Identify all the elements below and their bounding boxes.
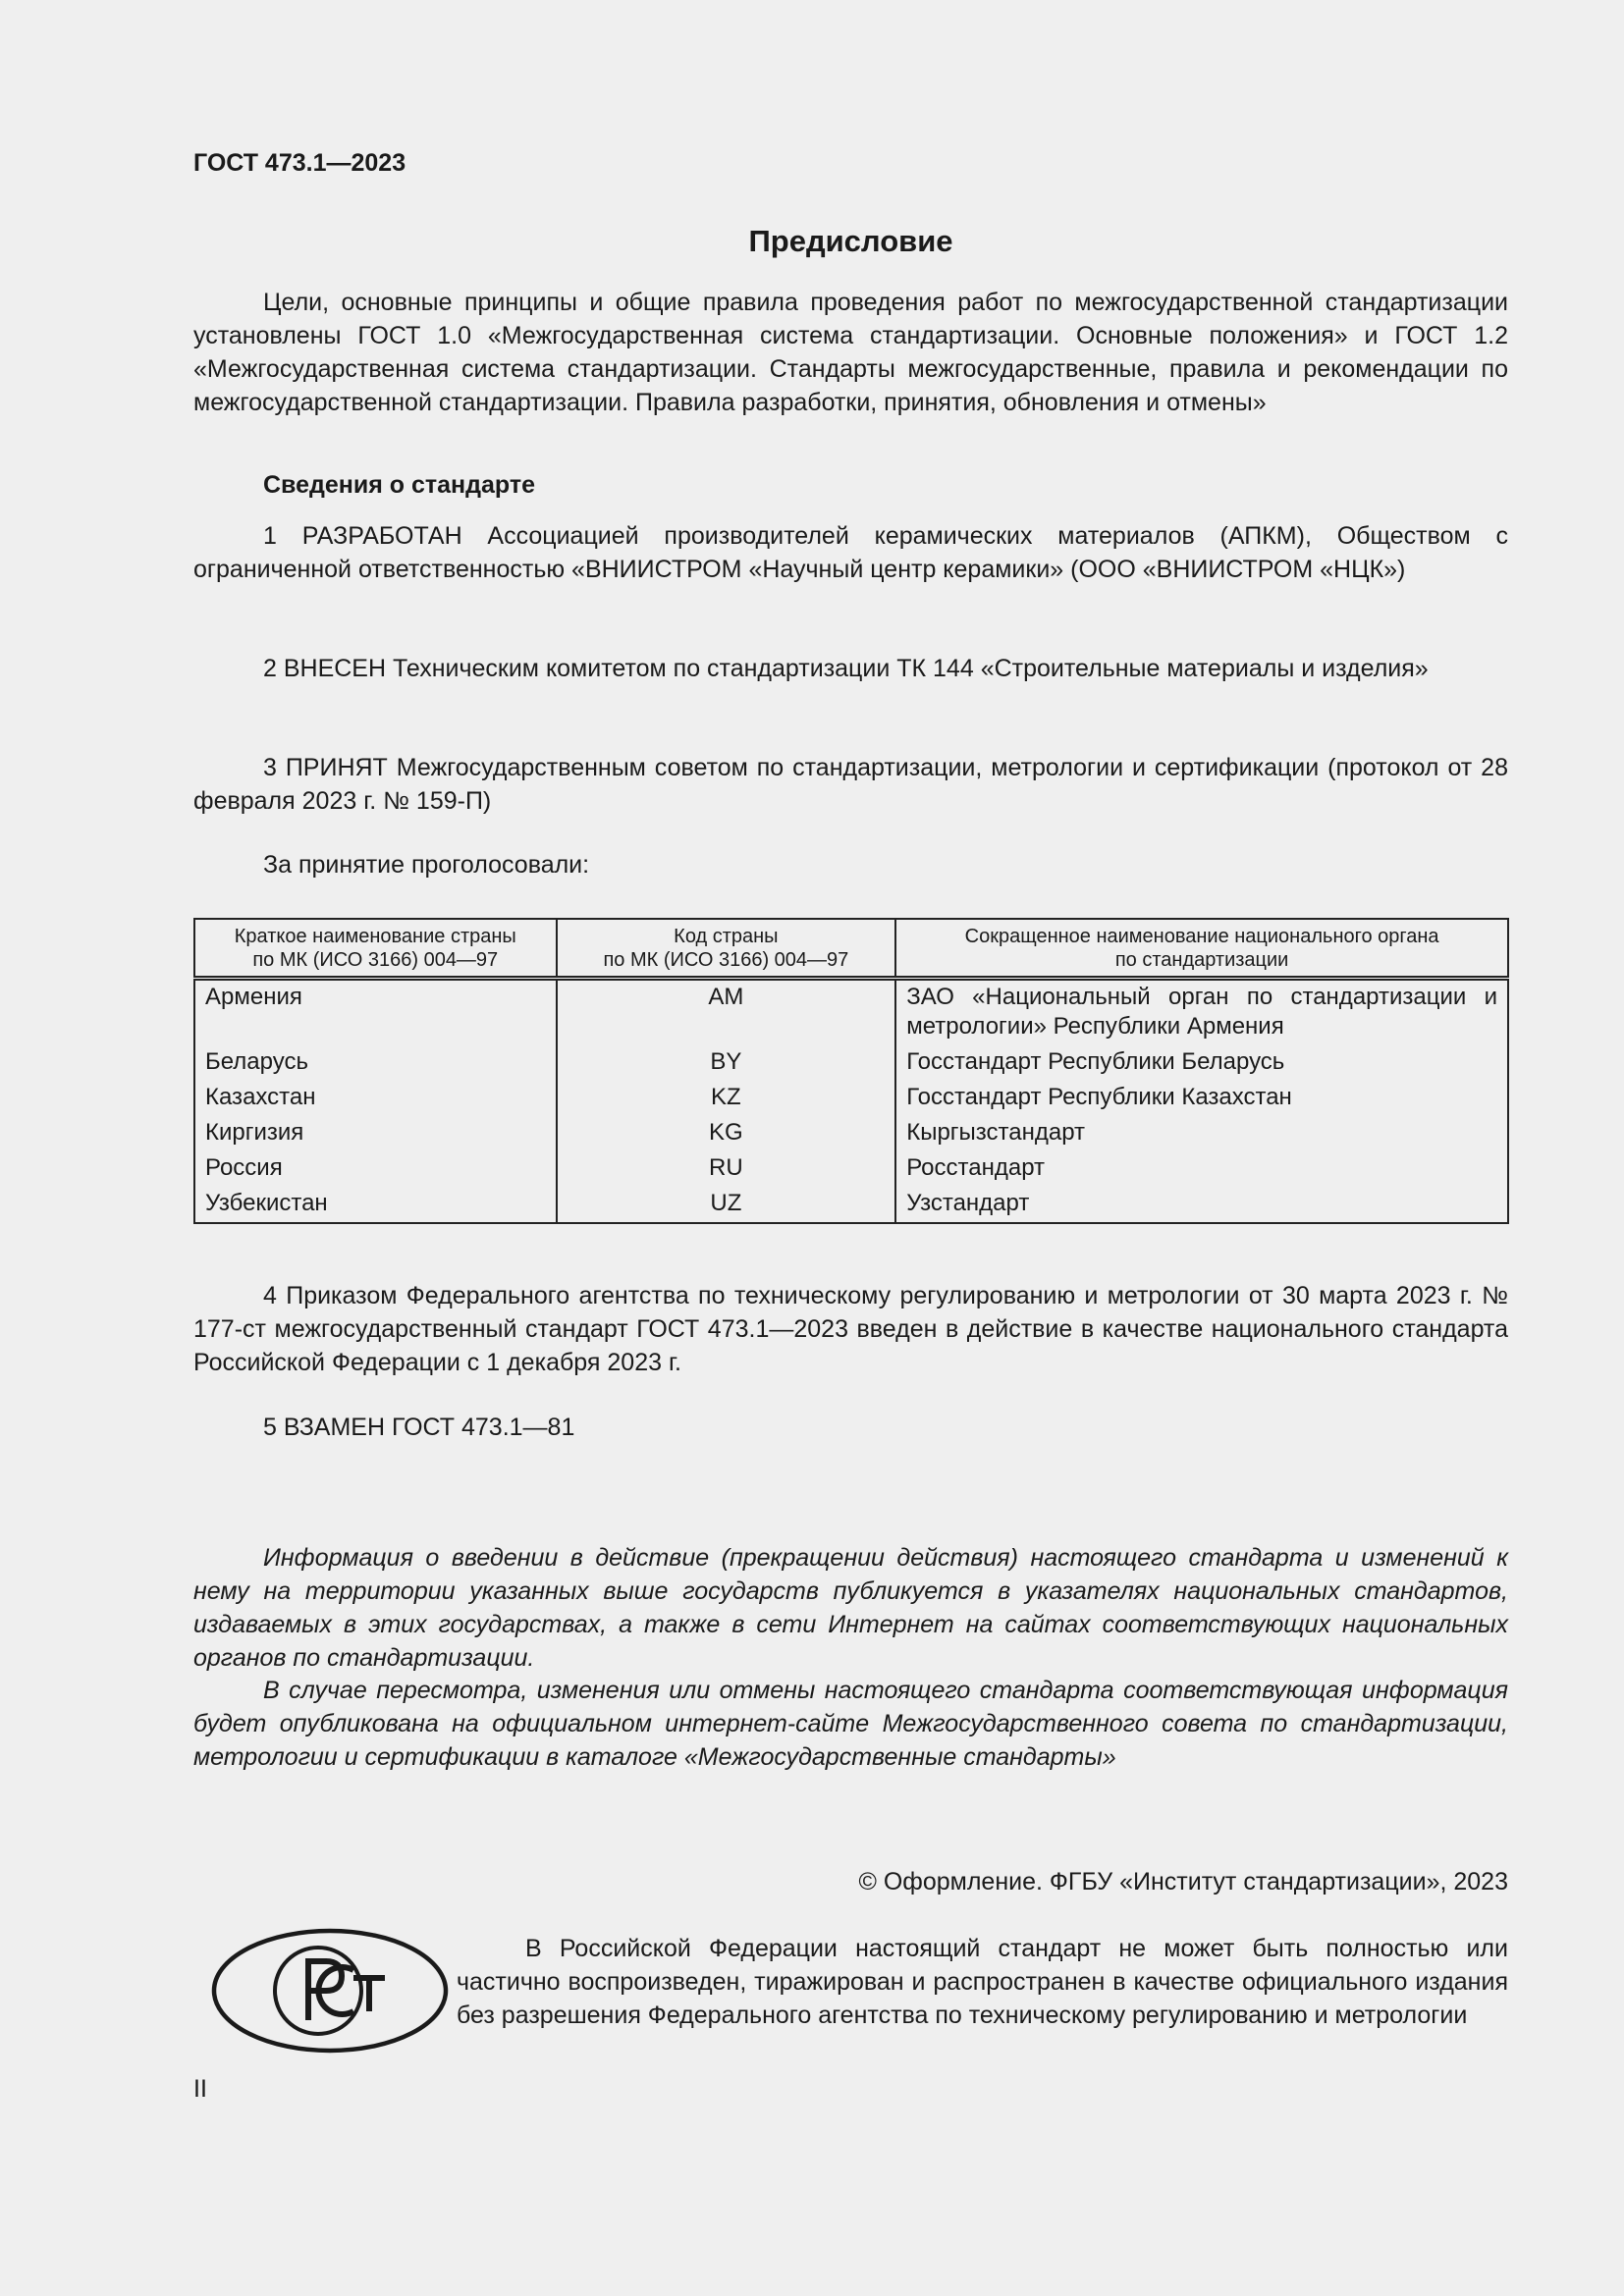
item-replaces: 5 ВЗАМЕН ГОСТ 473.1—81 bbox=[263, 1414, 575, 1441]
column-header-code bbox=[557, 919, 896, 979]
code-cell: RU bbox=[557, 1151, 896, 1187]
code-cell: BY bbox=[557, 1045, 896, 1081]
code-cell: KG bbox=[557, 1116, 896, 1151]
organization-cell: Узстандарт bbox=[895, 1187, 1508, 1223]
table-row bbox=[194, 1187, 1508, 1223]
column-header-line: по стандартизации bbox=[1114, 949, 1289, 971]
section-title: Сведения о стандарте bbox=[263, 471, 536, 499]
column-header-line: Краткое наименование страны bbox=[234, 926, 516, 947]
voting-table bbox=[193, 918, 1509, 1224]
column-header-line: Сокращенное наименование национального органа bbox=[964, 926, 1439, 947]
country-cell: Узбекистан bbox=[194, 1187, 557, 1223]
table-row bbox=[194, 1045, 1508, 1081]
item-submitted: 2 ВНЕСЕН Техническим комитетом по стандартизации ТК 144 «Строительные материалы и изделия» bbox=[263, 655, 1429, 682]
column-header-organization bbox=[895, 919, 1508, 979]
column-header-country bbox=[194, 919, 557, 979]
page-number: II bbox=[193, 2075, 207, 2103]
table-row bbox=[194, 1151, 1508, 1187]
column-header-line: Код страны bbox=[674, 926, 779, 947]
item-adopted: 3 ПРИНЯТ Межгосударственным советом по стандартизации, метрологии и сертификации (протокол от 28 февраля 2023 г. № 159-П) bbox=[193, 754, 1508, 815]
organization-cell: ЗАО «Национальный орган по стандартизации и метрологии» Республики Армения bbox=[895, 979, 1508, 1046]
code-cell: UZ bbox=[557, 1187, 896, 1223]
country-cell: Казахстан bbox=[194, 1081, 557, 1116]
code-cell: AM bbox=[557, 979, 896, 1046]
item-developed: 1 РАЗРАБОТАН Ассоциацией производителей керамических материалов (АПКМ), Обществом с ограниченной ответственностью «ВНИИСТРОМ «Научный центр керамики» (ООО «ВНИИСТРОМ «НЦК») bbox=[193, 522, 1508, 583]
code-cell: KZ bbox=[557, 1081, 896, 1116]
table-header-row bbox=[194, 919, 1508, 979]
column-header-line: по МК (ИСО 3166) 004—97 bbox=[603, 949, 849, 971]
copyright-line: © Оформление. ФГБУ «Институт стандартизации», 2023 bbox=[858, 1868, 1508, 1896]
column-header-line: по МК (ИСО 3166) 004—97 bbox=[252, 949, 499, 971]
page-title: Предисловие bbox=[748, 224, 953, 258]
table-row bbox=[194, 1081, 1508, 1116]
organization-cell: Госстандарт Республики Беларусь bbox=[895, 1045, 1508, 1081]
info-paragraph-publication: Информация о введении в действие (прекращении действия) настоящего стандарта и изменений к нему на территории указанных выше государств публикуется в указателях национальных стандартов, издаваемых в этих государствах, а также в сети Интернет на сайтах соответствующих национальных органов по стандартизации. bbox=[193, 1544, 1508, 1672]
legal-notice: В Российской Федерации настоящий стандарт не может быть полностью или частично воспроизведен, тиражирован и распространен в качестве официального издания без разрешения Федерального агентства по техническому регулированию и метрологии bbox=[457, 1935, 1508, 2029]
gost-r-mark-svg bbox=[210, 1927, 451, 2055]
vote-label: За принятие проголосовали: bbox=[263, 851, 590, 879]
item-enacted: 4 Приказом Федерального агентства по техническому регулированию и метрологии от 30 марта 2023 г. № 177-ст межгосударственный стандарт ГОСТ 473.1—2023 введен в действие в качестве национального стандарта Российской Федерации с 1 декабря 2023 г. bbox=[193, 1282, 1508, 1376]
document-code-header: ГОСТ 473.1—2023 bbox=[193, 149, 406, 177]
country-cell: Армения bbox=[194, 979, 557, 1046]
country-cell: Киргизия bbox=[194, 1116, 557, 1151]
country-cell: Россия bbox=[194, 1151, 557, 1187]
table-row bbox=[194, 1116, 1508, 1151]
organization-cell: Кыргызстандарт bbox=[895, 1116, 1508, 1151]
intro-paragraph: Цели, основные принципы и общие правила проведения работ по межгосударственной стандартизации установлены ГОСТ 1.0 «Межгосударственная система стандартизации. Основные положения» и ГОСТ 1.2 «Межгосударственная система стандартизации. Стандарты межгосударственные, правила и рекомендации по межгосударственной стандартизации. Правила разработки, принятия, обновления и отмены» bbox=[193, 289, 1508, 416]
table-row bbox=[194, 979, 1508, 1046]
organization-cell: Росстандарт bbox=[895, 1151, 1508, 1187]
info-paragraph-revision: В случае пересмотра, изменения или отмены настоящего стандарта соответствующая информация будет опубликована на официальном интернет-сайте Межгосударственного совета по стандартизации, метрологии и сертификации в каталоге «Межгосударственные стандарты» bbox=[193, 1677, 1508, 1771]
country-cell: Беларусь bbox=[194, 1045, 557, 1081]
gost-r-logo-icon bbox=[210, 1927, 451, 2059]
organization-cell: Госстандарт Республики Казахстан bbox=[895, 1081, 1508, 1116]
